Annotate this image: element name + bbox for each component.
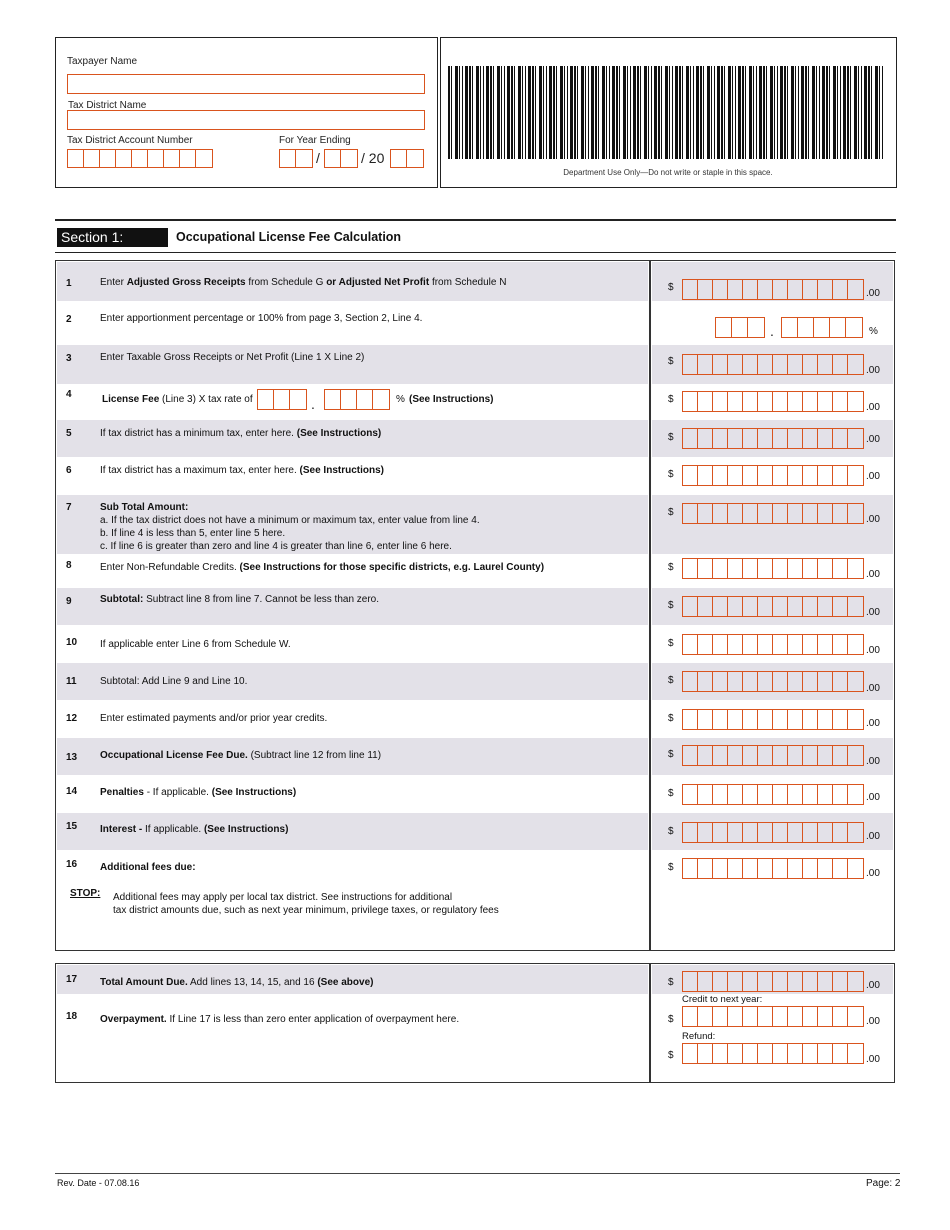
- refund-field[interactable]: [682, 1043, 864, 1064]
- cents: .00: [866, 980, 880, 991]
- year-ending-label: For Year Ending: [279, 135, 351, 146]
- line-7-text: Sub Total Amount: a. If the tax district does not have a minimum or maximum tax, enter value from line 4. b. If line 4 is less than 5, enter line 5 here. c. If line 6 is greater than zero and line 4 is greater than line 6, enter line 6 here.: [100, 502, 480, 552]
- line-number: 4: [66, 389, 72, 400]
- line-17-amount-field[interactable]: [682, 971, 864, 992]
- line-3-amount-field[interactable]: [682, 354, 864, 375]
- line-4-amount-field[interactable]: [682, 391, 864, 412]
- section-tag: Section 1:: [57, 228, 168, 247]
- cents: .00: [866, 365, 880, 376]
- taxpayer-name-label: Taxpayer Name: [67, 56, 138, 67]
- section-title: Occupational License Fee Calculation: [176, 230, 402, 244]
- line-number: 3: [66, 353, 72, 364]
- stop-label: STOP:: [70, 888, 101, 899]
- department-use-note: Department Use Only—Do not write or staple in this space.: [563, 168, 773, 177]
- taxpayer-name-field[interactable]: [67, 74, 425, 94]
- year-separator-2: / 20: [361, 150, 385, 166]
- apportionment-whole-field[interactable]: [715, 317, 765, 338]
- dollar-sign: $: [668, 713, 674, 724]
- line-6-text: If tax district has a maximum tax, enter here. (See Instructions): [100, 465, 384, 476]
- line-number: 8: [66, 560, 72, 571]
- line-3-text: Enter Taxable Gross Receipts or Net Profit (Line 1 X Line 2): [100, 352, 365, 363]
- line-number: 7: [66, 502, 72, 513]
- tax-district-name-label: Tax District Name: [68, 100, 147, 111]
- line-number: 12: [66, 713, 78, 724]
- year-day-field[interactable]: [324, 149, 358, 168]
- line-number: 1: [66, 278, 72, 289]
- line-18-text: Overpayment. If Line 17 is less than zero enter application of overpayment here.: [100, 1014, 460, 1025]
- dollar-sign: $: [668, 862, 674, 873]
- cents: .00: [866, 1054, 880, 1065]
- cents: .00: [866, 1016, 880, 1027]
- line-15-amount-field[interactable]: [682, 822, 864, 843]
- dollar-sign: $: [668, 469, 674, 480]
- line-number: 13: [66, 752, 78, 763]
- line-7-amount-field[interactable]: [682, 503, 864, 524]
- dollar-sign: $: [668, 562, 674, 573]
- cents: .00: [866, 402, 880, 413]
- dollar-sign: $: [668, 1050, 674, 1061]
- dollar-sign: $: [668, 638, 674, 649]
- dollar-sign: $: [668, 394, 674, 405]
- cents: .00: [866, 683, 880, 694]
- credit-next-year-field[interactable]: [682, 1006, 864, 1027]
- line-number: 16: [66, 859, 78, 870]
- line-number: 14: [66, 786, 78, 797]
- line-10-text: If applicable enter Line 6 from Schedule W.: [100, 639, 291, 650]
- credit-next-year-label: Credit to next year:: [682, 994, 763, 1005]
- line-16-text: Additional fees due:: [100, 862, 196, 873]
- section-bottom-rule: [55, 252, 896, 253]
- line-number: 15: [66, 821, 78, 832]
- tax-district-name-field[interactable]: [67, 110, 425, 130]
- dollar-sign: $: [668, 600, 674, 611]
- line-4-instructions: (See Instructions): [409, 394, 494, 405]
- cents: .00: [866, 756, 880, 767]
- line-14-text: Penalties - If applicable. (See Instructions): [100, 787, 297, 798]
- line-11-amount-field[interactable]: [682, 671, 864, 692]
- dollar-sign: $: [668, 507, 674, 518]
- cents: .00: [866, 607, 880, 618]
- dollar-sign: $: [668, 826, 674, 837]
- dollar-sign: $: [668, 675, 674, 686]
- page-number: Page: 2: [866, 1178, 901, 1189]
- line-number: 5: [66, 428, 72, 439]
- cents: .00: [866, 831, 880, 842]
- line-8-amount-field[interactable]: [682, 558, 864, 579]
- line-5-amount-field[interactable]: [682, 428, 864, 449]
- tax-rate-decimal: .: [311, 396, 315, 412]
- dollar-sign: $: [668, 749, 674, 760]
- refund-label: Refund:: [682, 1031, 716, 1042]
- stop-note: Additional fees may apply per local tax district. See instructions for additional tax district amounts due, such as next year minimum, privilege taxes, or regulatory fees: [113, 892, 499, 916]
- line-number: 9: [66, 596, 72, 607]
- dollar-sign: $: [668, 282, 674, 293]
- tax-rate-fraction-field[interactable]: [324, 389, 390, 410]
- year-month-field[interactable]: [279, 149, 313, 168]
- cents: .00: [866, 288, 880, 299]
- line-12-text: Enter estimated payments and/or prior year credits.: [100, 713, 328, 724]
- line-number: 11: [66, 676, 77, 687]
- line-11-text: Subtotal: Add Line 9 and Line 10.: [100, 676, 248, 687]
- footer-rule: [55, 1173, 900, 1174]
- line-4-text: License Fee (Line 3) X tax rate of: [102, 394, 253, 405]
- cents: .00: [866, 471, 880, 482]
- line-number: 17: [66, 974, 78, 985]
- line-8-text: Enter Non-Refundable Credits. (See Instructions for those specific districts, e.g. Laurel County): [100, 562, 545, 573]
- line-17-text: Total Amount Due. Add lines 13, 14, 15, and 16 (See above): [100, 977, 374, 988]
- cents: .00: [866, 645, 880, 656]
- tax-rate-whole-field[interactable]: [257, 389, 307, 410]
- rev-date: Rev. Date - 07.08.16: [57, 1178, 140, 1188]
- dollar-sign: $: [668, 1014, 674, 1025]
- account-number-label: Tax District Account Number: [67, 135, 193, 146]
- dollar-sign: $: [668, 977, 674, 988]
- section-top-rule: [55, 219, 896, 221]
- year-separator-1: /: [316, 150, 320, 166]
- cents: .00: [866, 792, 880, 803]
- cents: .00: [866, 868, 880, 879]
- line-9-amount-field[interactable]: [682, 596, 864, 617]
- line-13-text: Occupational License Fee Due. (Subtract line 12 from line 11): [100, 750, 382, 761]
- line-15-text: Interest - If applicable. (See Instructions): [100, 824, 289, 835]
- line-number: 10: [66, 637, 78, 648]
- dollar-sign: $: [668, 788, 674, 799]
- dollar-sign: $: [668, 432, 674, 443]
- barcode-image: [448, 66, 884, 159]
- line-9-text: Subtotal: Subtract line 8 from line 7. Cannot be less than zero.: [100, 594, 380, 605]
- cents: .00: [866, 434, 880, 445]
- line-12-amount-field[interactable]: [682, 709, 864, 730]
- dollar-sign: $: [668, 356, 674, 367]
- line-13-amount-field[interactable]: [682, 745, 864, 766]
- line-2-text: Enter apportionment percentage or 100% from page 3, Section 2, Line 4.: [100, 313, 423, 324]
- line-10-amount-field[interactable]: [682, 634, 864, 655]
- line-number: 18: [66, 1011, 78, 1022]
- line-14-amount-field[interactable]: [682, 784, 864, 805]
- apportionment-decimal: .: [770, 323, 774, 339]
- cents: .00: [866, 514, 880, 525]
- year-field[interactable]: [390, 149, 424, 168]
- line-6-amount-field[interactable]: [682, 465, 864, 486]
- line-number: 6: [66, 465, 72, 476]
- cents: .00: [866, 718, 880, 729]
- line-5-text: If tax district has a minimum tax, enter here. (See Instructions): [100, 428, 382, 439]
- line-16-amount-field[interactable]: [682, 858, 864, 879]
- percent-sign: %: [869, 326, 878, 337]
- line-4-percent: %: [396, 394, 405, 405]
- line-1-text: Enter Adjusted Gross Receipts from Schedule G or Adjusted Net Profit from Schedule N: [100, 277, 507, 288]
- account-number-field[interactable]: [67, 149, 213, 168]
- line-number: 2: [66, 314, 72, 325]
- line-1-amount-field[interactable]: [682, 279, 864, 300]
- cents: .00: [866, 569, 880, 580]
- apportionment-fraction-field[interactable]: [781, 317, 863, 338]
